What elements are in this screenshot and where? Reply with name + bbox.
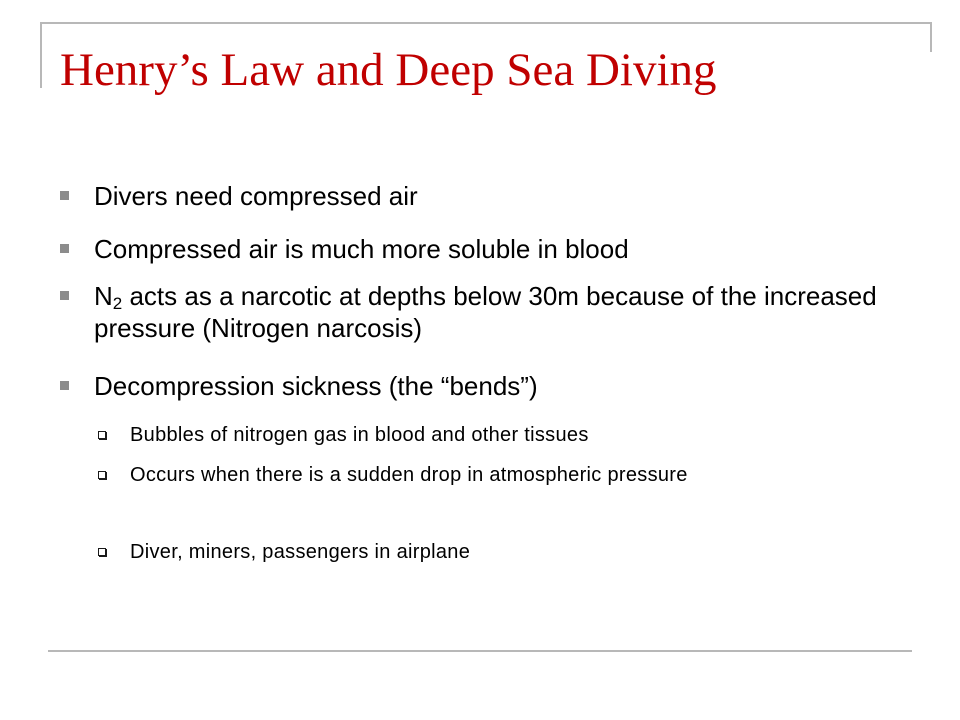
square-bullet-icon xyxy=(60,191,69,200)
bullet-item xyxy=(60,370,920,402)
slide-frame-top-line xyxy=(40,22,932,24)
slide-title: Henry’s Law and Deep Sea Diving xyxy=(60,44,717,96)
sub-bullet-item xyxy=(98,539,828,566)
bullet-item xyxy=(60,180,920,212)
nitrogen-symbol: N xyxy=(94,281,113,311)
bullet-item xyxy=(60,233,920,265)
nitrogen-subscript: 2 xyxy=(112,294,123,313)
sub-bullet-text: Occurs when there is a sudden drop in atmospheric pressure xyxy=(130,464,688,486)
sub-bullet-text: Bubbles of nitrogen gas in blood and other tissues xyxy=(130,424,589,446)
bullet-text: Decompression sickness (the “bends”) xyxy=(94,371,538,401)
square-bullet-icon xyxy=(60,381,69,390)
sub-bullet-item xyxy=(98,462,828,489)
bullet-text-body: acts as a narcotic at depths below 30m because of the increased pressure (Nitrogen narcosis) xyxy=(94,281,877,343)
bullet-text xyxy=(94,280,920,344)
slide-frame-left-line xyxy=(40,22,42,88)
hollow-square-bullet-icon xyxy=(98,431,106,439)
square-bullet-icon xyxy=(60,244,69,253)
slide-frame-right-line xyxy=(930,22,932,52)
slide-footer-line xyxy=(48,650,912,652)
hollow-square-bullet-icon xyxy=(98,548,106,556)
square-bullet-icon xyxy=(60,291,69,300)
bullet-text: Divers need compressed air xyxy=(94,181,418,211)
bullet-item xyxy=(60,280,920,344)
hollow-square-bullet-icon xyxy=(98,471,106,479)
sub-bullet-text: Diver, miners, passengers in airplane xyxy=(130,541,471,563)
sub-bullet-item xyxy=(98,422,828,449)
bullet-text: Compressed air is much more soluble in blood xyxy=(94,234,629,264)
